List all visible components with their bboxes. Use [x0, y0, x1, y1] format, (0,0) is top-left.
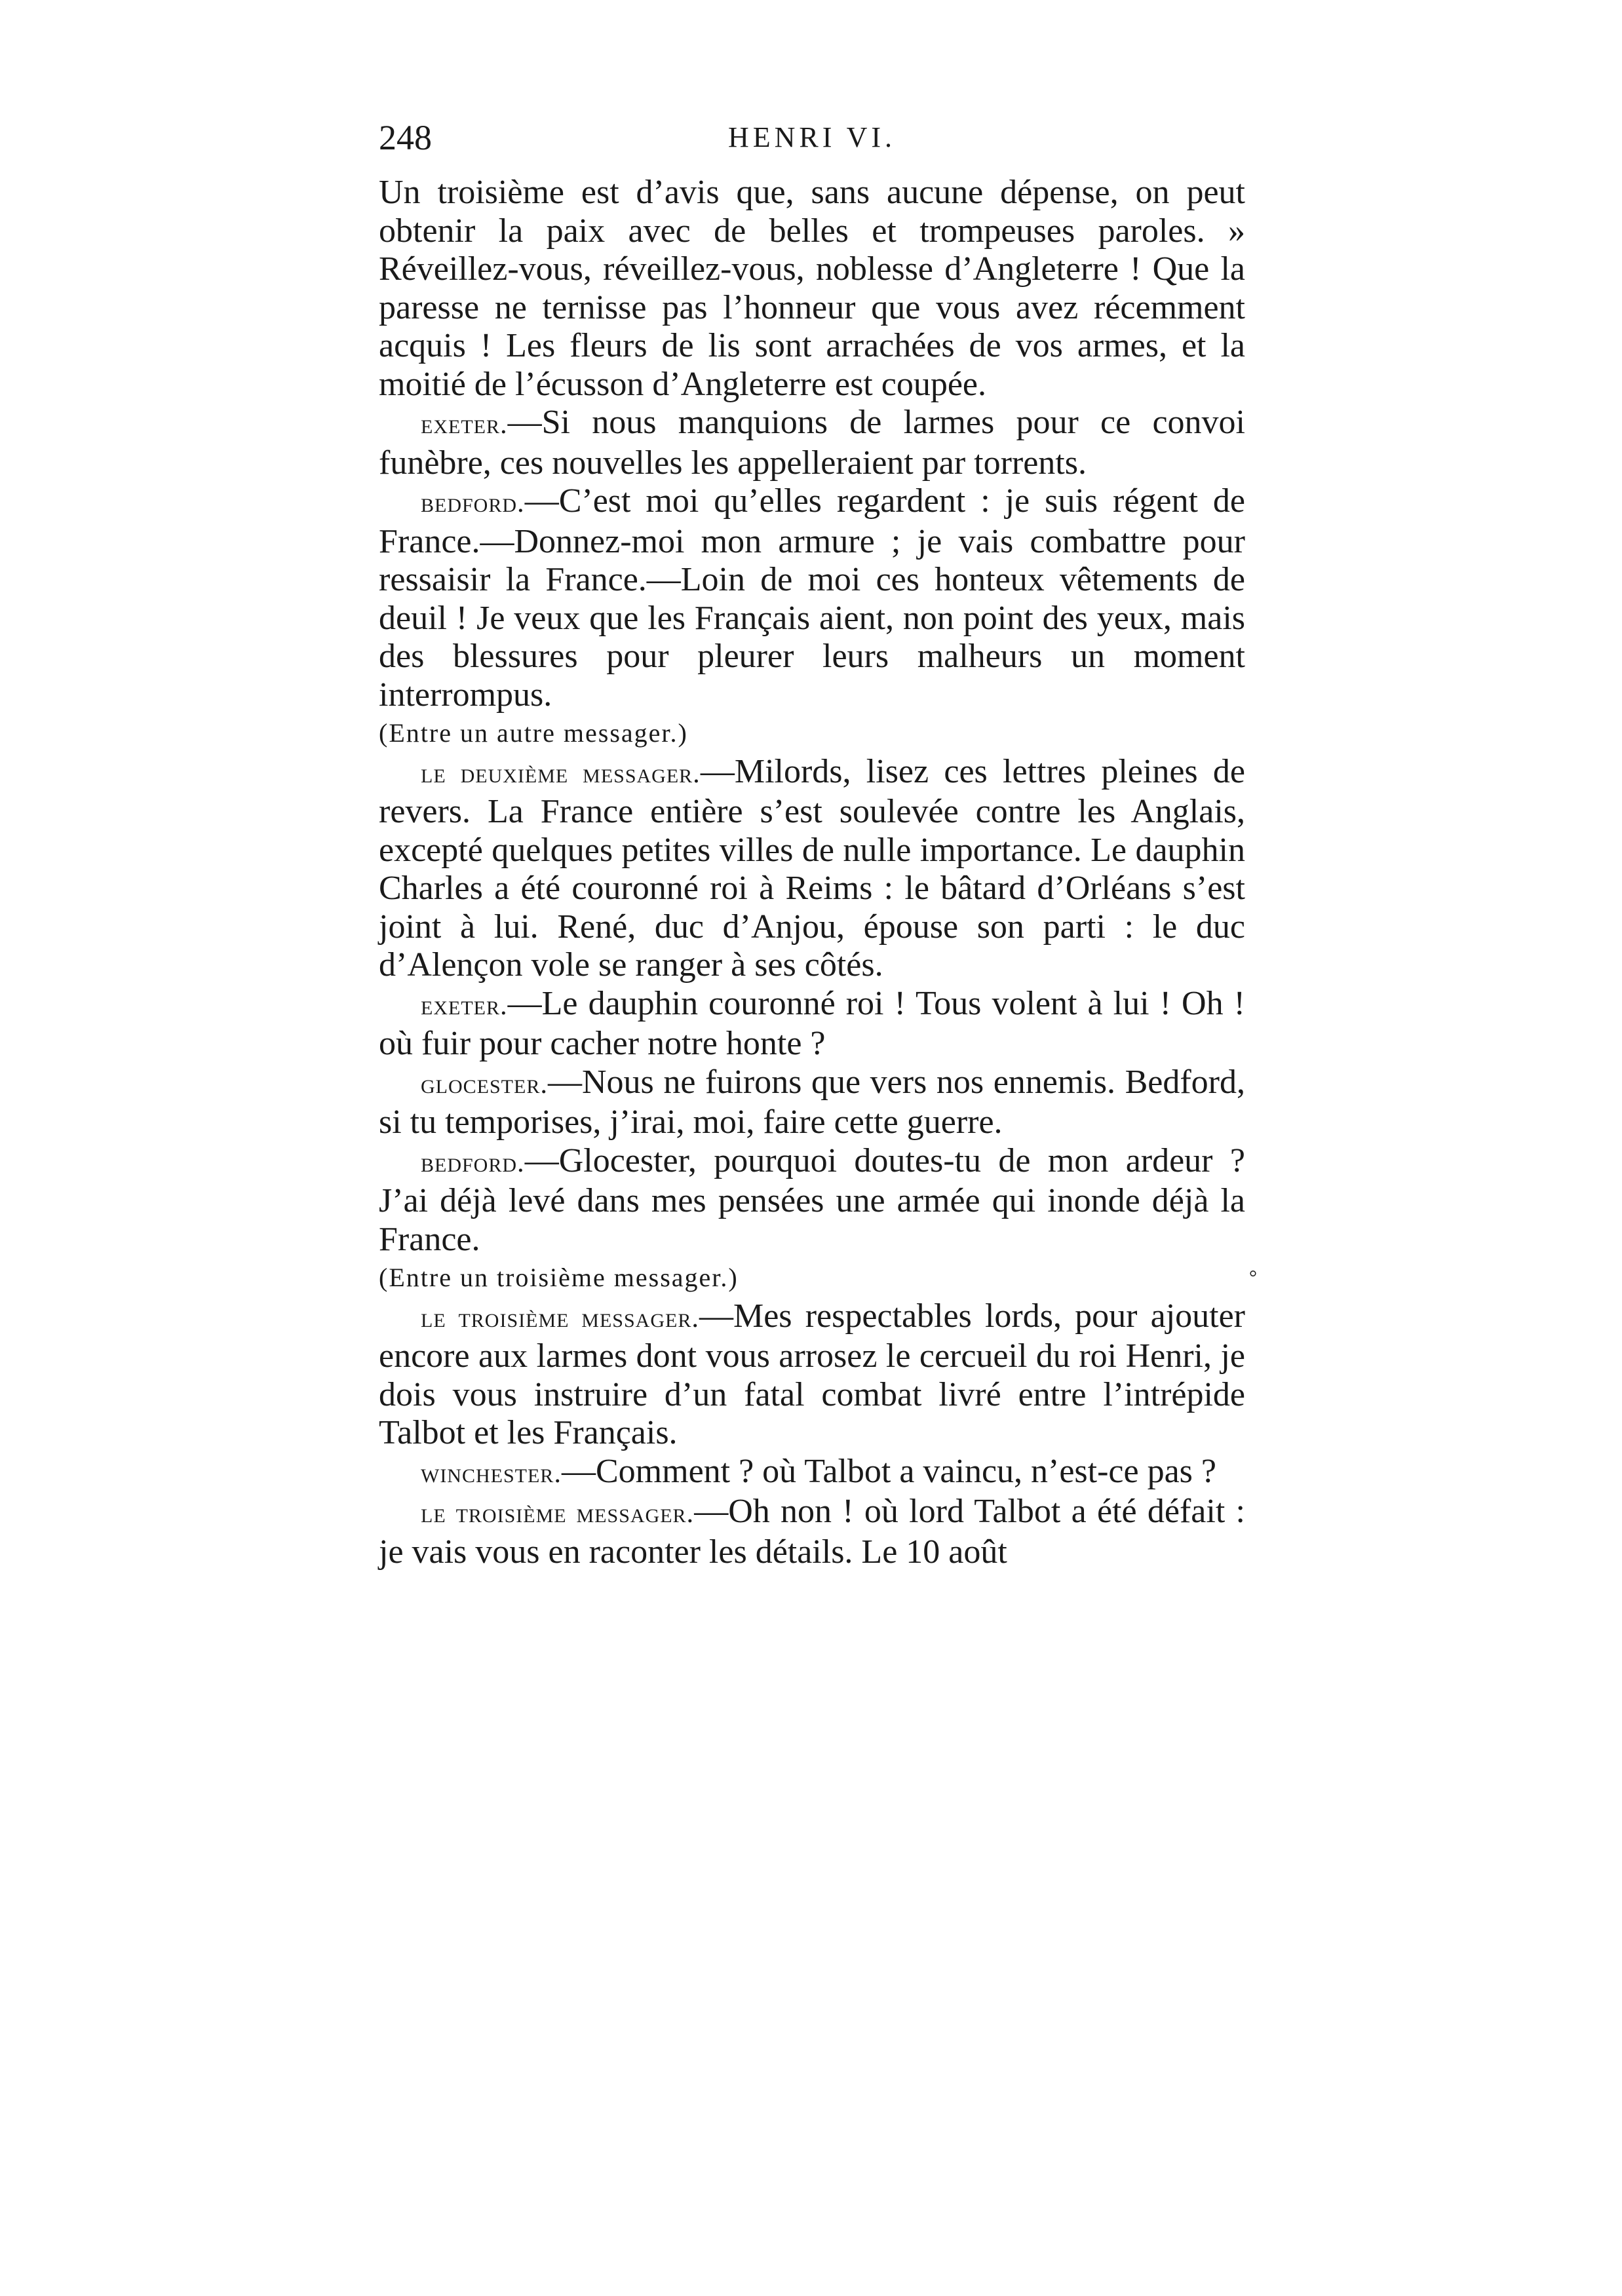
speaker-name: bedford. — [421, 1147, 525, 1178]
speaker-name: exeter. — [421, 989, 508, 1021]
running-head — [379, 108, 1245, 167]
speech — [379, 1493, 1245, 1571]
speaker-name: le deuxième messager. — [421, 757, 701, 789]
speaker-name: le troisième messager. — [421, 1302, 699, 1333]
book-page — [379, 108, 1258, 1571]
speech-text: Un troisième est d’avis que, sans aucune dépense, on peut obtenir la paix avec de belles et trompeuses paroles. » Réveillez-vous, réveillez-vous, noblesse d’Angleterre ! Que la paresse ne ternisse pas l’honneur que vous avez récemment acquis ! Les fleurs de lis sont arrachées de vos armes, et la moitié de l’écusson d’Angleterre est coupée. — [379, 174, 1245, 403]
speech — [379, 1142, 1245, 1259]
stage-direction-text: (Entre un troisième messager.) — [379, 1263, 739, 1292]
page-number: 248 — [379, 118, 432, 157]
speech — [379, 482, 1245, 714]
margin-mark: ° — [1249, 1267, 1258, 1288]
body-text — [379, 174, 1258, 1571]
speech-text: —Glocester, pourquoi doutes-tu de mon ardeur ? J’ai déjà levé dans mes pensées une armée qui inonde déjà la France. — [379, 1141, 1245, 1258]
speech — [379, 1297, 1245, 1453]
speech — [379, 1063, 1245, 1142]
stage-direction: (Entre un autre messager.) — [379, 718, 688, 748]
speech-text: —Le dauphin couronné roi ! Tous volent à lui ! Oh ! où fuir pour cacher notre honte ? — [379, 984, 1245, 1062]
speech-text: —Nous ne fuirons que vers nos ennemis. Bedford, si tu temporises, j’irai, moi, faire cette guerre. — [379, 1063, 1245, 1141]
speech — [379, 1453, 1245, 1493]
paragraph — [379, 174, 1245, 404]
speech-text: —Oh non ! où lord Talbot a été défait : je vais vous en raconter les détails. Le 10 août — [379, 1493, 1245, 1571]
running-title: HENRI VI. — [727, 121, 897, 153]
speech — [379, 753, 1245, 985]
speech — [379, 404, 1245, 482]
speaker-name: bedford. — [421, 488, 525, 518]
speaker-name: winchester. — [421, 1457, 562, 1489]
speech-text: —Milords, lisez ces lettres pleines de revers. La France entière s’est soulevée contre les Anglais, excepté quelques petites villes de nulle importance. Le dauphin Charles a été couronné roi à Reims : le bâtard d’Orléans s’est joint à lui. René, duc d’Anjou, épouse son parti : le duc d’Alençon vole se ranger à ses côtés. — [379, 752, 1246, 984]
speech-text: —Si nous manquions de larmes pour ce convoi funèbre, ces nouvelles les appelleraient par torrents. — [379, 404, 1245, 482]
speaker-name: exeter. — [421, 409, 508, 440]
speech-text: —Comment ? où Talbot a vaincu, n’est-ce pas ? — [561, 1452, 1216, 1490]
speech-text: —C’est moi qu’elles regardent : je suis régent de France.—Donnez-moi mon armure ; je vais combattre pour ressaisir la France.—Loin de moi ces honteux vêtements de deuil ! Je veux que les Français aient, non point des yeux, mais des blessures pour pleurer leurs malheurs un moment interrompus. — [379, 482, 1245, 714]
stage-direction — [379, 1259, 1258, 1297]
speech-text: —Mes respectables lords, pour ajouter encore aux larmes dont vous arrosez le cercueil du roi Henri, je dois vous instruire d’un fatal combat livré entre l’intrépide Talbot et les Français. — [379, 1297, 1245, 1451]
speech — [379, 985, 1245, 1063]
speaker-name: glocester. — [421, 1068, 548, 1100]
speaker-name: le troisième messager. — [421, 1498, 695, 1529]
